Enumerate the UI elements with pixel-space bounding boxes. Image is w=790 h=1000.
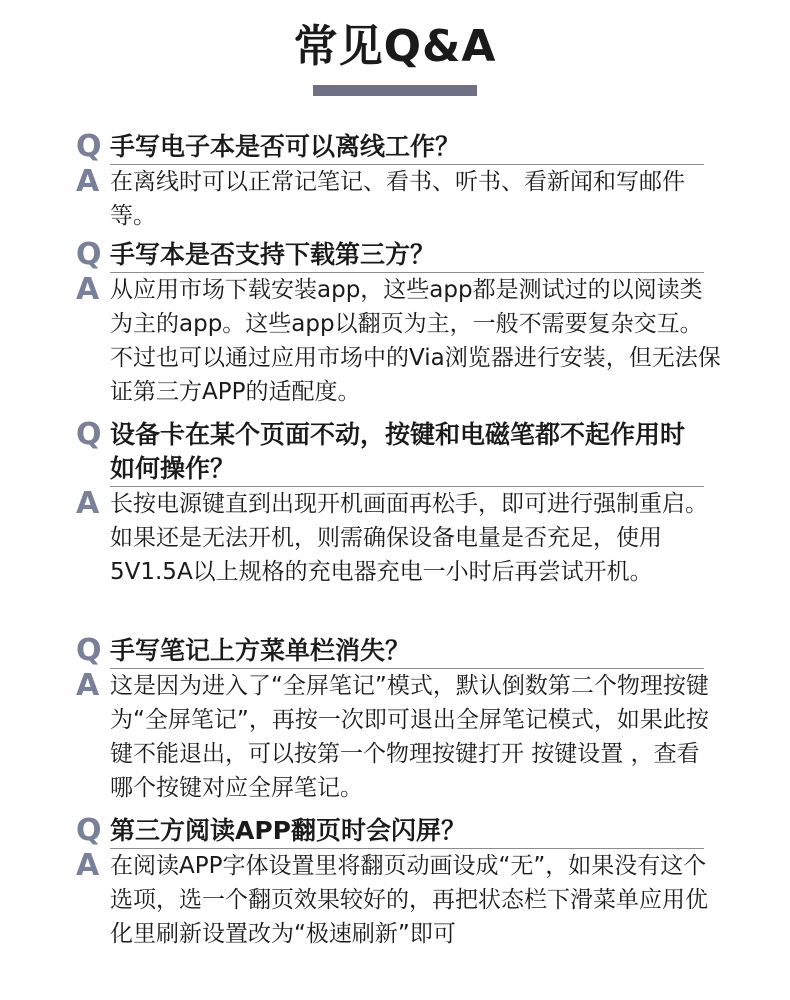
q-mark: Q [76, 129, 102, 164]
question-row [0, 814, 790, 849]
answer-row [0, 849, 790, 951]
faq-item [0, 634, 790, 805]
a-mark: A [76, 668, 100, 703]
question-text: 手写笔记上方菜单栏消失？ [110, 634, 704, 669]
page-title: 常见Q&A [293, 21, 497, 72]
faq-item [0, 238, 790, 409]
question-row [0, 634, 790, 669]
q-mark: Q [76, 417, 102, 452]
faq-item [0, 130, 790, 233]
answer-row [0, 273, 790, 409]
a-mark: A [76, 486, 100, 521]
answer-text: 从应用市场下载安装app，这些app都是测试过的以阅读类为主的app。这些app以翻页为主，一般不需要复杂交互。不过也可以通过应用市场中的Via浏览器进行安装，但无法保证第三方APP的适配度。 [110, 277, 721, 405]
question-text: 手写电子本是否可以离线工作？ [110, 130, 704, 165]
answer-row [0, 165, 790, 233]
question-text: 第三方阅读APP翻页时会闪屏？ [110, 814, 704, 849]
question-text: 手写本是否支持下载第三方？ [110, 238, 704, 273]
question-row [0, 418, 790, 487]
answer-text: 在阅读APP字体设置里将翻页动画设成“无”，如果没有这个选项，选一个翻页效果较好的，再把状态栏下滑菜单应用优化里刷新设置改为“极速刷新”即可 [110, 853, 708, 947]
faq-item [0, 418, 790, 589]
question-text: 设备卡在某个页面不动，按键和电磁笔都不起作用时如何操作？ [110, 418, 704, 487]
a-mark: A [76, 164, 100, 199]
a-mark: A [76, 848, 100, 883]
answer-row [0, 487, 790, 589]
a-mark: A [76, 272, 100, 307]
faq-item [0, 814, 790, 951]
question-row [0, 130, 790, 165]
title-underline-bar [313, 85, 477, 96]
answer-text: 长按电源键直到出现开机画面再松手，即可进行强制重启。如果还是无法开机，则需确保设备电量是否充足，使用5V1.5A以上规格的充电器充电一小时后再尝试开机。 [110, 491, 708, 585]
answer-row [0, 669, 790, 805]
answer-text: 这是因为进入了“全屏笔记”模式，默认倒数第二个物理按键为“全屏笔记”，再按一次即可退出全屏笔记模式，如果此按键不能退出，可以按第一个物理按键打开 按键设置 ，查看哪个按键对应全屏笔记。 [110, 673, 709, 801]
question-row [0, 238, 790, 273]
q-mark: Q [76, 633, 102, 668]
q-mark: Q [76, 237, 102, 272]
answer-text: 在离线时可以正常记笔记、看书、听书、看新闻和写邮件等。 [110, 169, 685, 229]
q-mark: Q [76, 813, 102, 848]
